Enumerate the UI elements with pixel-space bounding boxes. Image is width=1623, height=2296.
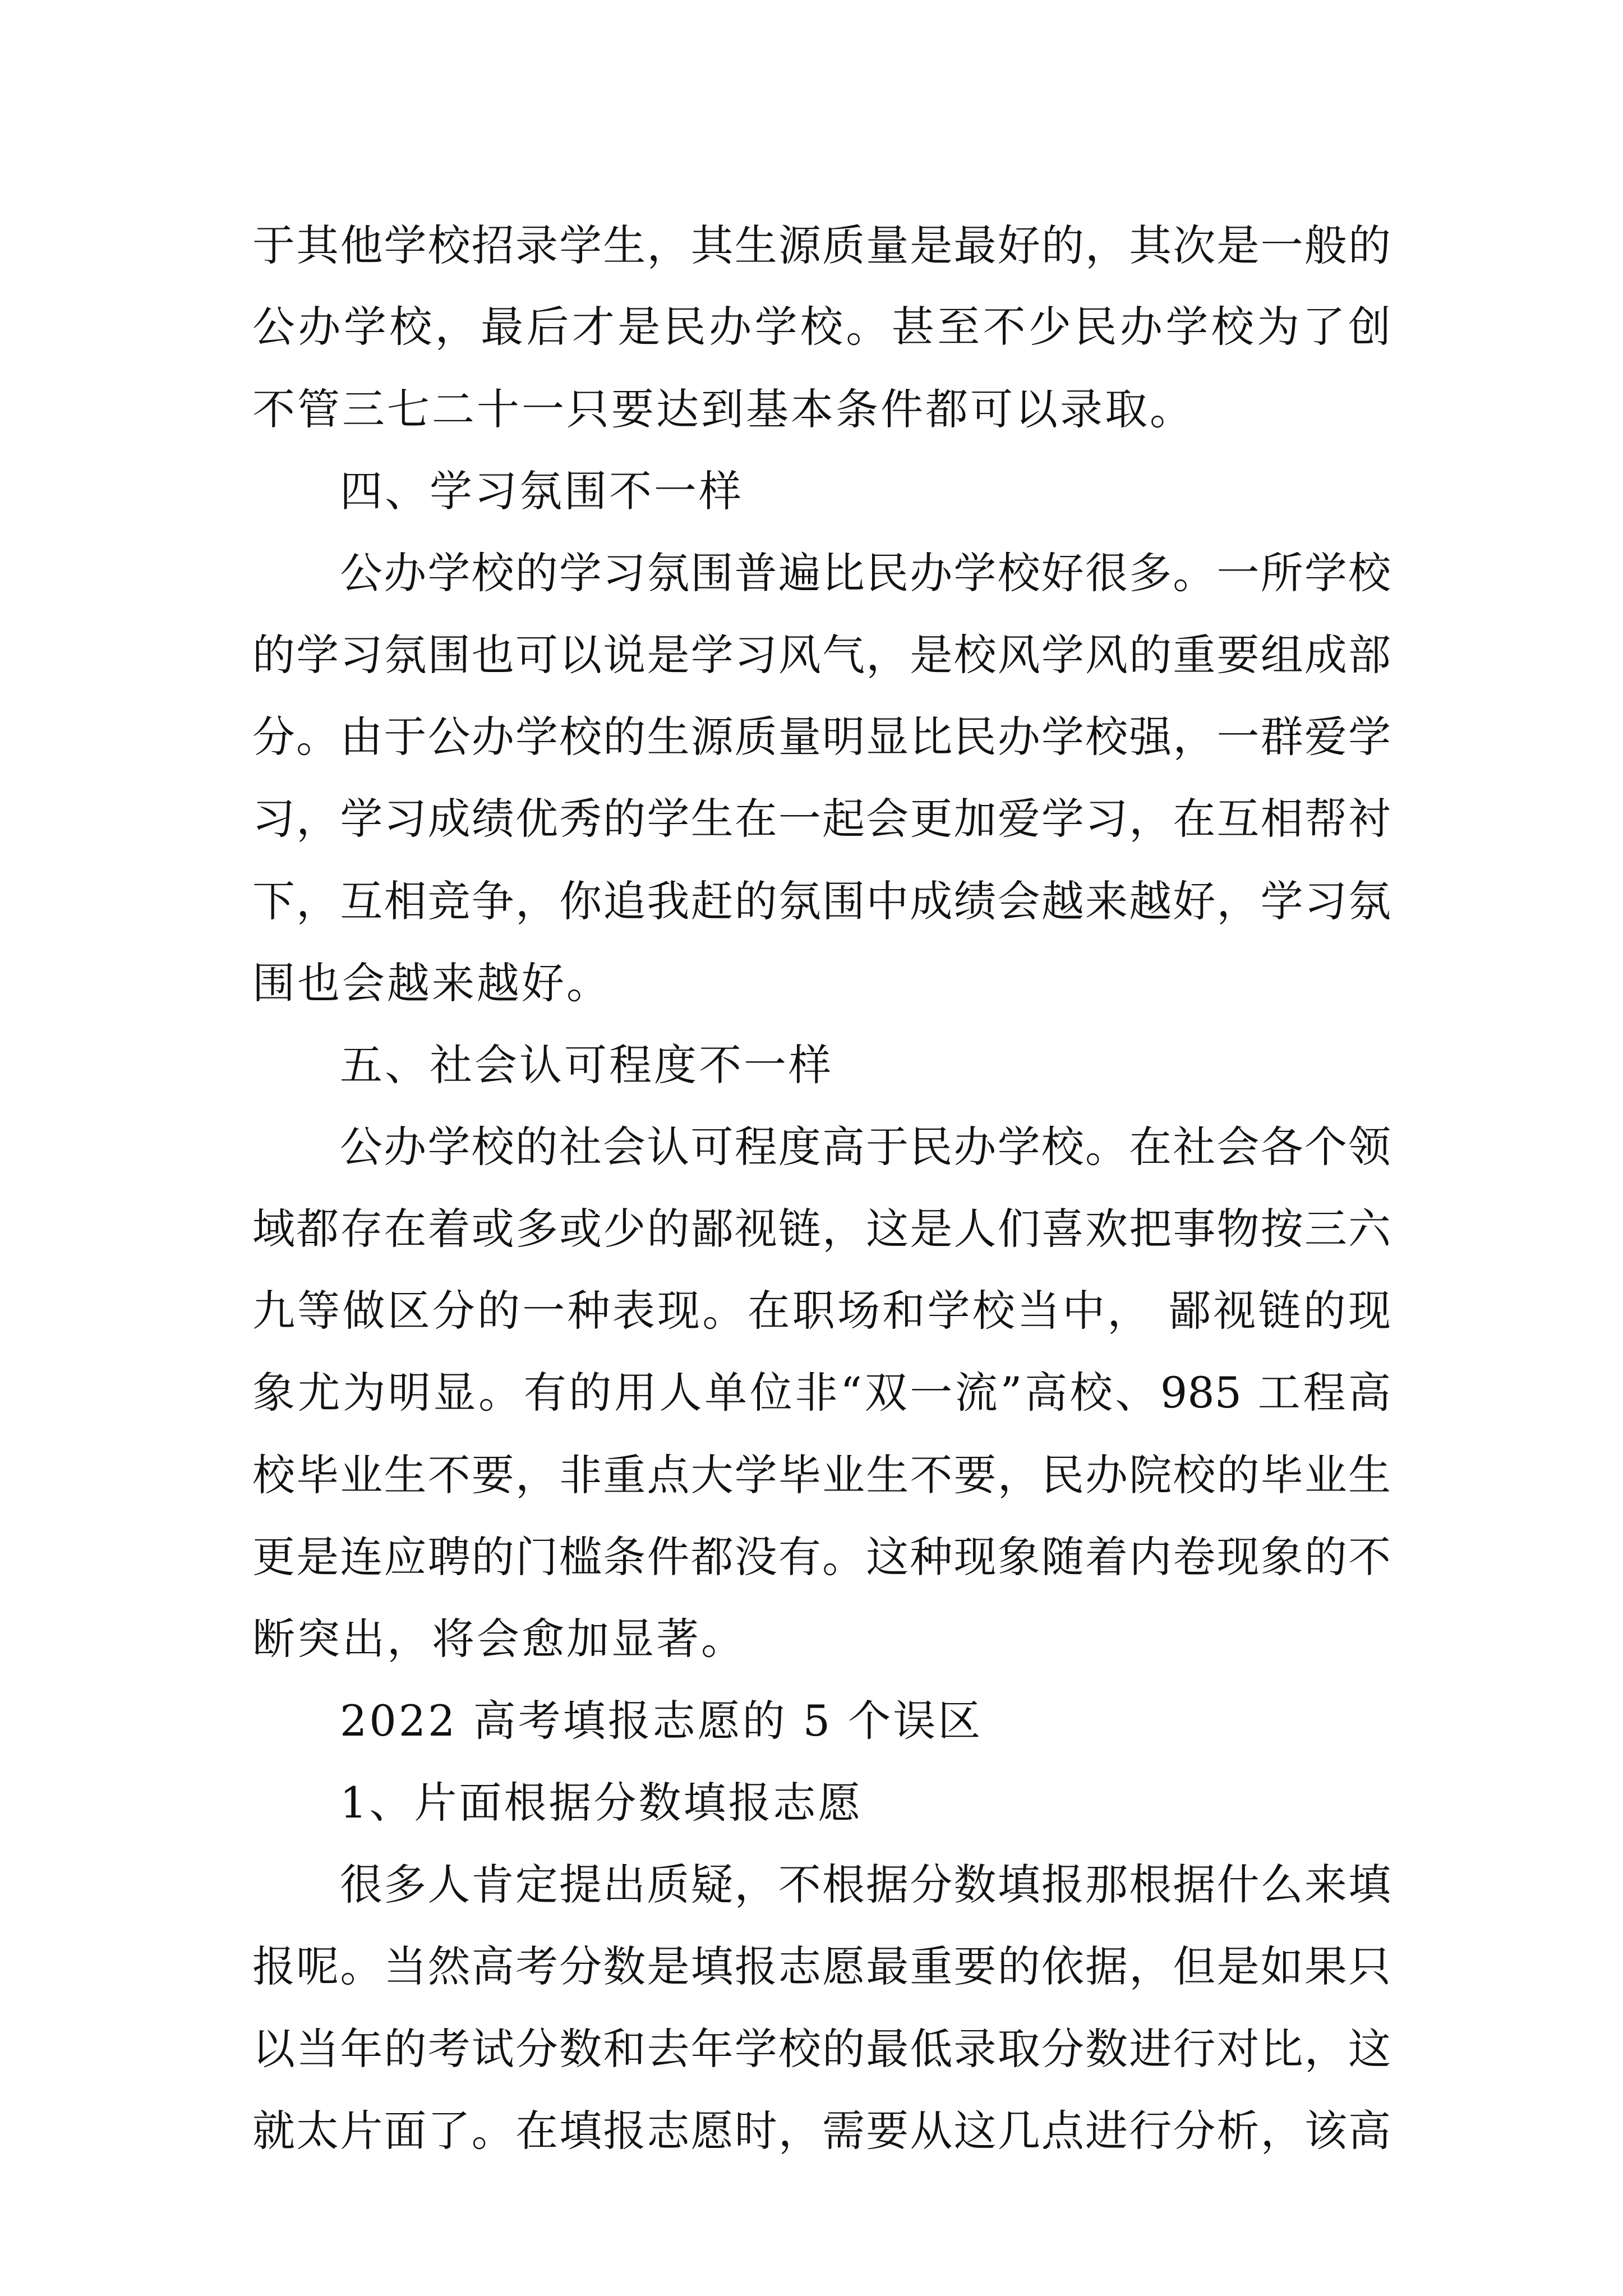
text-line: 公办学校的学习氛围普遍比民办学校好很多。一所学校 — [340, 548, 1391, 598]
text-line: 校毕业生不要，非重点大学毕业生不要，民办院校的毕业生 — [252, 1450, 1391, 1500]
text-line: 域都存在着或多或少的鄙视链，这是人们喜欢把事物按三六 — [252, 1204, 1391, 1254]
text-line: 的学习氛围也可以说是学习风气，是校风学风的重要组成部 — [252, 630, 1391, 680]
text-line: 围也会越来越好。 — [252, 958, 611, 1008]
text-line: 报呢。当然高考分数是填报志愿最重要的依据，但是如果只 — [252, 1941, 1391, 1991]
text-line: 公办学校的社会认可程度高于民办学校。在社会各个领 — [340, 1122, 1391, 1172]
text-line: 很多人肯定提出质疑，不根据分数填报那根据什么来填 — [340, 1860, 1391, 1910]
text-line: 不管三七二十一只要达到基本条件都可以录取。 — [252, 384, 1195, 434]
text-line: 分。由于公办学校的生源质量明显比民办学校强，一群爱学 — [252, 712, 1391, 762]
text-line: 以当年的考试分数和去年学校的最低录取分数进行对比，这 — [252, 2024, 1391, 2074]
text-line: 断突出，将会愈加显著。 — [252, 1614, 746, 1664]
subsection-heading: 1、片面根据分数填报志愿 — [340, 1778, 863, 1828]
text-line: 公办学校，最后才是民办学校。甚至不少民办学校为了创 — [252, 302, 1391, 352]
section-heading: 五、社会认可程度不一样 — [340, 1040, 833, 1090]
section-heading: 四、学习氛围不一样 — [340, 466, 744, 516]
text-line: 就太片面了。在填报志愿时，需要从这几点进行分析，该高 — [252, 2106, 1391, 2156]
text-line: 于其他学校招录学生，其生源质量是最好的，其次是一般的 — [252, 220, 1391, 270]
text-line: 下，互相竞争，你追我赶的氛围中成绩会越来越好，学习氛 — [252, 876, 1391, 926]
section-heading: 2022 高考填报志愿的 5 个误区 — [340, 1696, 983, 1746]
text-line: 更是连应聘的门槛条件都没有。这种现象随着内卷现象的不 — [252, 1532, 1391, 1582]
text-line: 九等做区分的一种表现。在职场和学校当中， 鄙视链的现 — [252, 1286, 1391, 1336]
text-line: 习，学习成绩优秀的学生在一起会更加爱学习，在互相帮衬 — [252, 794, 1391, 844]
text-line: 象尤为明显。有的用人单位非“双一流”高校、985 工程高 — [252, 1368, 1391, 1418]
